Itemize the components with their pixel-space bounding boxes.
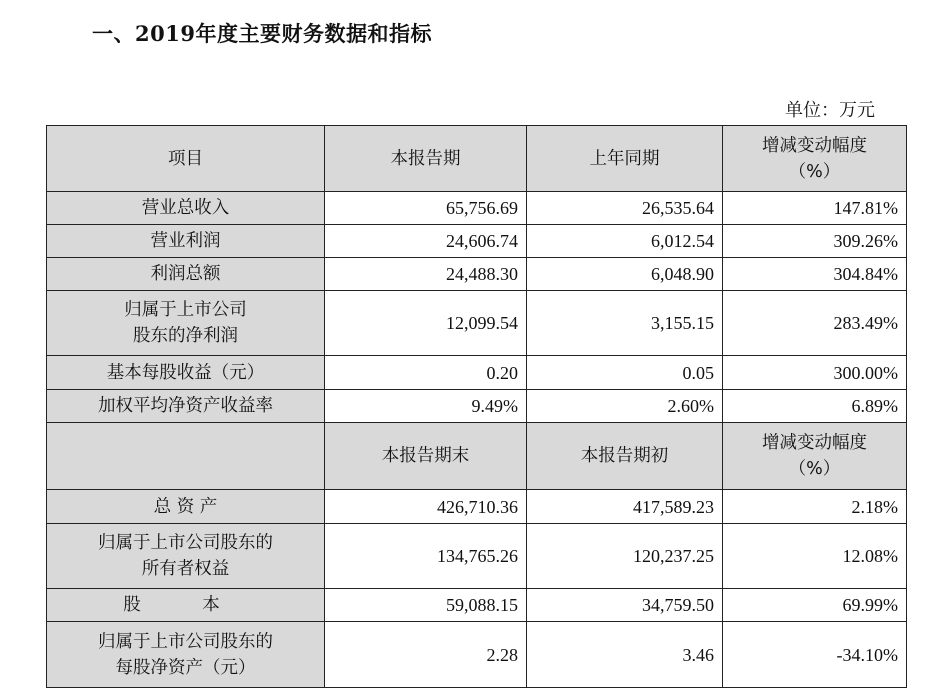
cell-change: 6.89% bbox=[723, 390, 907, 423]
row-label: 营业总收入 bbox=[47, 192, 325, 225]
cell-change: 300.00% bbox=[723, 356, 907, 390]
row-label bbox=[47, 291, 325, 356]
cell-prior: 0.05 bbox=[527, 356, 723, 390]
table-row bbox=[47, 524, 907, 589]
cell-current: 24,606.74 bbox=[325, 225, 527, 258]
row-label: 营业利润 bbox=[47, 225, 325, 258]
row-label-line1: 归属于上市公司股东的 bbox=[98, 631, 273, 652]
header-current: 本报告期 bbox=[325, 126, 527, 192]
cell-change: 309.26% bbox=[723, 225, 907, 258]
cell-prior: 3.46 bbox=[527, 622, 723, 688]
financial-table bbox=[46, 125, 907, 688]
row-label: 加权平均净资产收益率 bbox=[47, 390, 325, 423]
cell-change: 283.49% bbox=[723, 291, 907, 356]
table-row bbox=[47, 622, 907, 688]
header-change-line2: （%） bbox=[788, 161, 841, 182]
cell-current: 9.49% bbox=[325, 390, 527, 423]
cell-change: -34.10% bbox=[723, 622, 907, 688]
cell-prior: 2.60% bbox=[527, 390, 723, 423]
table-subheader-row bbox=[47, 423, 907, 490]
row-label: 利润总额 bbox=[47, 258, 325, 291]
cell-prior: 417,589.23 bbox=[527, 490, 723, 524]
row-label-line2: 每股净资产（元） bbox=[115, 657, 256, 678]
header-prior: 上年同期 bbox=[527, 126, 723, 192]
cell-prior: 6,012.54 bbox=[527, 225, 723, 258]
cell-current: 2.28 bbox=[325, 622, 527, 688]
subheader-current: 本报告期末 bbox=[325, 423, 527, 490]
table-row bbox=[47, 356, 907, 390]
cell-prior: 6,048.90 bbox=[527, 258, 723, 291]
subheader-change-line1: 增减变动幅度 bbox=[762, 433, 867, 453]
cell-prior: 120,237.25 bbox=[527, 524, 723, 589]
row-label bbox=[47, 622, 325, 688]
row-label bbox=[47, 524, 325, 589]
header-change bbox=[723, 126, 907, 192]
cell-prior: 26,535.64 bbox=[527, 192, 723, 225]
subheader-change-line2: （%） bbox=[788, 459, 841, 479]
cell-current: 12,099.54 bbox=[325, 291, 527, 356]
cell-prior: 3,155.15 bbox=[527, 291, 723, 356]
cell-current: 24,488.30 bbox=[325, 258, 527, 291]
cell-current: 426,710.36 bbox=[325, 490, 527, 524]
table-row bbox=[47, 258, 907, 291]
cell-current: 0.20 bbox=[325, 356, 527, 390]
table-row bbox=[47, 589, 907, 622]
table-row bbox=[47, 225, 907, 258]
cell-prior: 34,759.50 bbox=[527, 589, 723, 622]
row-label-line1: 归属于上市公司股东的 bbox=[98, 533, 273, 553]
subheader-change bbox=[723, 423, 907, 490]
row-label: 股 本 bbox=[47, 589, 325, 622]
table-row bbox=[47, 490, 907, 524]
row-label-line2: 所有者权益 bbox=[141, 559, 230, 579]
cell-current: 134,765.26 bbox=[325, 524, 527, 589]
cell-change: 2.18% bbox=[723, 490, 907, 524]
table-row bbox=[47, 192, 907, 225]
table-row bbox=[47, 390, 907, 423]
header-change-line1: 增减变动幅度 bbox=[762, 135, 867, 156]
header-item: 项目 bbox=[47, 126, 325, 192]
cell-current: 59,088.15 bbox=[325, 589, 527, 622]
cell-change: 304.84% bbox=[723, 258, 907, 291]
subheader-empty bbox=[47, 423, 325, 490]
row-label: 总 资 产 bbox=[47, 490, 325, 524]
row-label: 基本每股收益（元） bbox=[47, 356, 325, 390]
cell-change: 69.99% bbox=[723, 589, 907, 622]
row-label-line2: 股东的净利润 bbox=[133, 326, 238, 346]
cell-change: 147.81% bbox=[723, 192, 907, 225]
subheader-prior: 本报告期初 bbox=[527, 423, 723, 490]
table-header-row bbox=[47, 126, 907, 192]
cell-current: 65,756.69 bbox=[325, 192, 527, 225]
table-row bbox=[47, 291, 907, 356]
page-title: 一、2019年度主要财务数据和指标 bbox=[92, 21, 432, 46]
unit-label: 单位：万元 bbox=[785, 100, 875, 121]
row-label-line1: 归属于上市公司 bbox=[124, 300, 247, 320]
cell-change: 12.08% bbox=[723, 524, 907, 589]
